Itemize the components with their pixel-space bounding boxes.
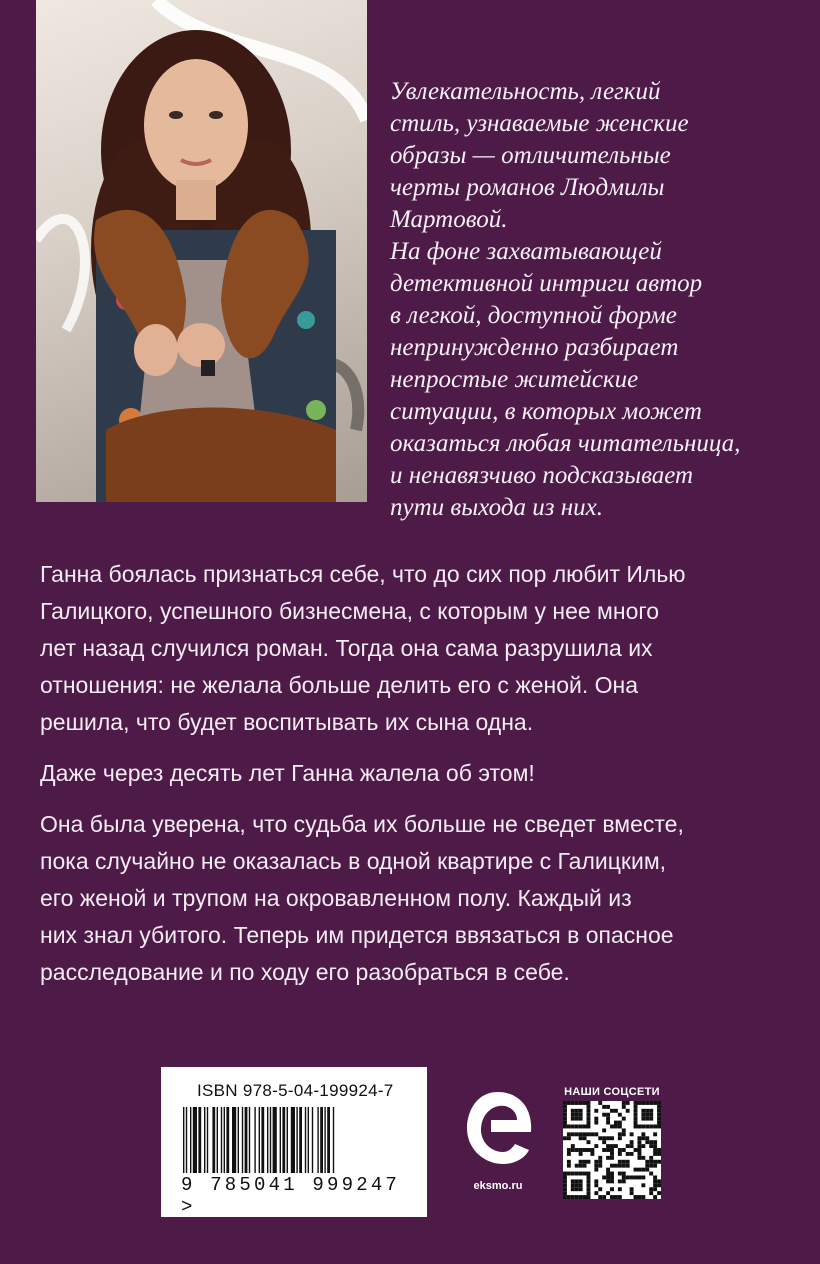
- author-photo: [36, 0, 367, 502]
- description-line: лет назад случился роман. Тогда она сама разрушила их: [40, 635, 653, 661]
- quote-line: Увлекательность, легкий: [390, 78, 661, 105]
- quote-line: стиль, узнаваемые женские: [390, 110, 689, 137]
- quote-line: детективной интриги автор: [390, 270, 703, 297]
- author-quote: [390, 76, 800, 524]
- quote-line: непринужденно разбирает: [390, 334, 679, 361]
- description-line: Она была уверена, что судьба их больше не сведет вместе,: [40, 811, 684, 837]
- description-line: пока случайно не оказалась в одной квартире с Галицким,: [40, 848, 667, 874]
- publisher-site[interactable]: eksmo.ru: [473, 1180, 523, 1192]
- description-paragraph-2: Даже через десять лет Ганна жалела об этом!: [40, 760, 535, 786]
- isbn-label: ISBN 978-5-04-199924-7: [197, 1081, 394, 1100]
- quote-line: Мартовой.: [390, 206, 508, 233]
- description-line: отношения: не желала больше делить его с женой. Она: [40, 672, 638, 698]
- ean-digits: 9 785041 999247 >: [181, 1174, 401, 1218]
- quote-line: пути выхода из них.: [390, 494, 603, 521]
- barcode-icon: [183, 1107, 405, 1173]
- isbn-barcode: [161, 1067, 427, 1217]
- description-line: решила, что будет воспитывать их сына одна.: [40, 709, 534, 735]
- description-line: них знал убитого. Теперь им придется ввязаться в опасное: [40, 922, 674, 948]
- description-line: Ганна боялась признаться себе, что до сих пор любит Илью: [40, 561, 686, 587]
- social-title: НАШИ СОЦСЕТИ: [564, 1086, 660, 1098]
- description-paragraph-1: [40, 556, 800, 741]
- quote-line: и ненавязчиво подсказывает: [390, 462, 694, 489]
- description-line: его женой и трупом на окровавленном полу. Каждый из: [40, 885, 632, 911]
- description-paragraph-3: [40, 806, 800, 991]
- description-line: расследование и по ходу его разобраться в себе.: [40, 959, 570, 985]
- quote-line: ситуации, в которых может: [390, 398, 702, 425]
- quote-line: непростые житейские: [390, 366, 639, 393]
- quote-line: в легкой, доступной форме: [390, 302, 677, 329]
- quote-line: На фоне захватывающей: [390, 238, 662, 265]
- book-description: [40, 556, 800, 1005]
- quote-line: черты романов Людмилы: [390, 174, 665, 201]
- quote-line: оказаться любая читательница,: [390, 430, 741, 457]
- qr-code-icon[interactable]: [563, 1101, 661, 1199]
- description-line: Галицкого, успешного бизнесмена, с которым у нее много: [40, 598, 660, 624]
- quote-line: образы — отличительные: [390, 142, 671, 169]
- eksmo-logo-icon: [463, 1088, 533, 1168]
